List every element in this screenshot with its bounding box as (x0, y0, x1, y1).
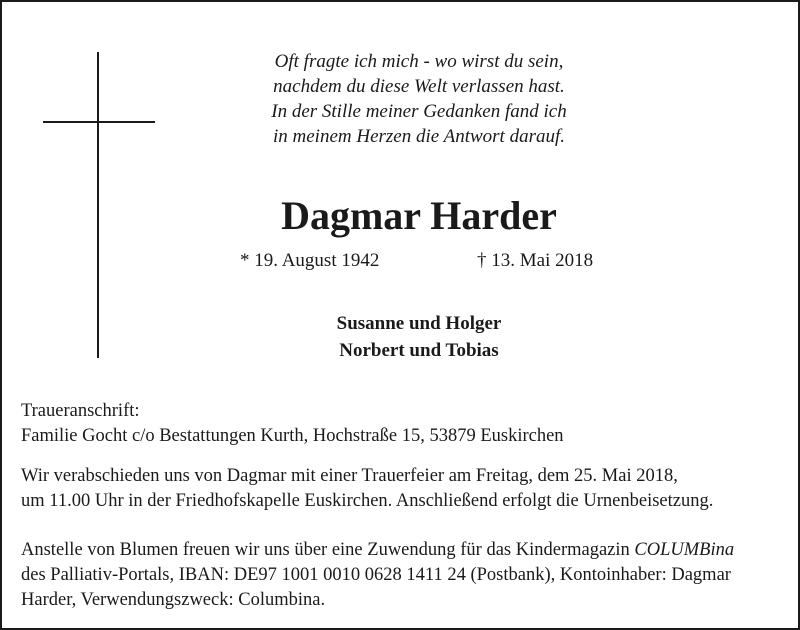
death-date: † 13. Mai 2018 (477, 250, 594, 271)
condolence-address (21, 399, 791, 449)
donation-line-3: Harder, Verwendungszweck: Columbina. (21, 590, 326, 610)
donation-line-1 (21, 538, 791, 563)
address-label: Traueranschrift: (21, 401, 140, 421)
ceremony-notice (21, 464, 791, 514)
address-line: Familie Gocht c/o Bestattungen Kurth, Hochstraße 15, 53879 Euskirchen (21, 426, 564, 446)
poem-line: Oft fragte ich mich - wo wirst du sein, (274, 51, 564, 72)
cross-horizontal-bar (43, 121, 155, 123)
memorial-poem (172, 49, 666, 149)
poem-line: nachdem du diese Welt verlassen hast. (273, 76, 565, 97)
poem-line: in meinem Herzen die Antwort darauf. (272, 126, 565, 147)
ceremony-line: Wir verabschieden uns von Dagmar mit einer Trauerfeier am Freitag, dem 25. Mai 2018, (21, 466, 678, 486)
poem-line: In der Stille meiner Gedanken fand ich (271, 101, 567, 122)
ceremony-line: um 11.00 Uhr in der Friedhofskapelle Euskirchen. Anschließend erfolgt die Urnenbeisetzung. (21, 491, 714, 511)
birth-date: * 19. August 1942 (240, 250, 380, 271)
mourners-list (172, 310, 666, 364)
deceased-name: Dagmar Harder (281, 193, 557, 238)
mourner-line: Susanne und Holger (336, 313, 502, 334)
cross-vertical-bar (97, 52, 99, 358)
donation-line-2: des Palliativ-Portals, IBAN: DE97 1001 0010 0628 1411 24 (Postbank), Kontoinhaber: Dagmar (21, 565, 731, 585)
donation-notice (21, 538, 791, 613)
mourner-line: Norbert und Tobias (339, 340, 499, 361)
magazine-name: COLUMBina (634, 540, 735, 560)
donation-text: Anstelle von Blumen freuen wir uns über eine Zuwendung für das Kindermagazin (21, 540, 635, 560)
